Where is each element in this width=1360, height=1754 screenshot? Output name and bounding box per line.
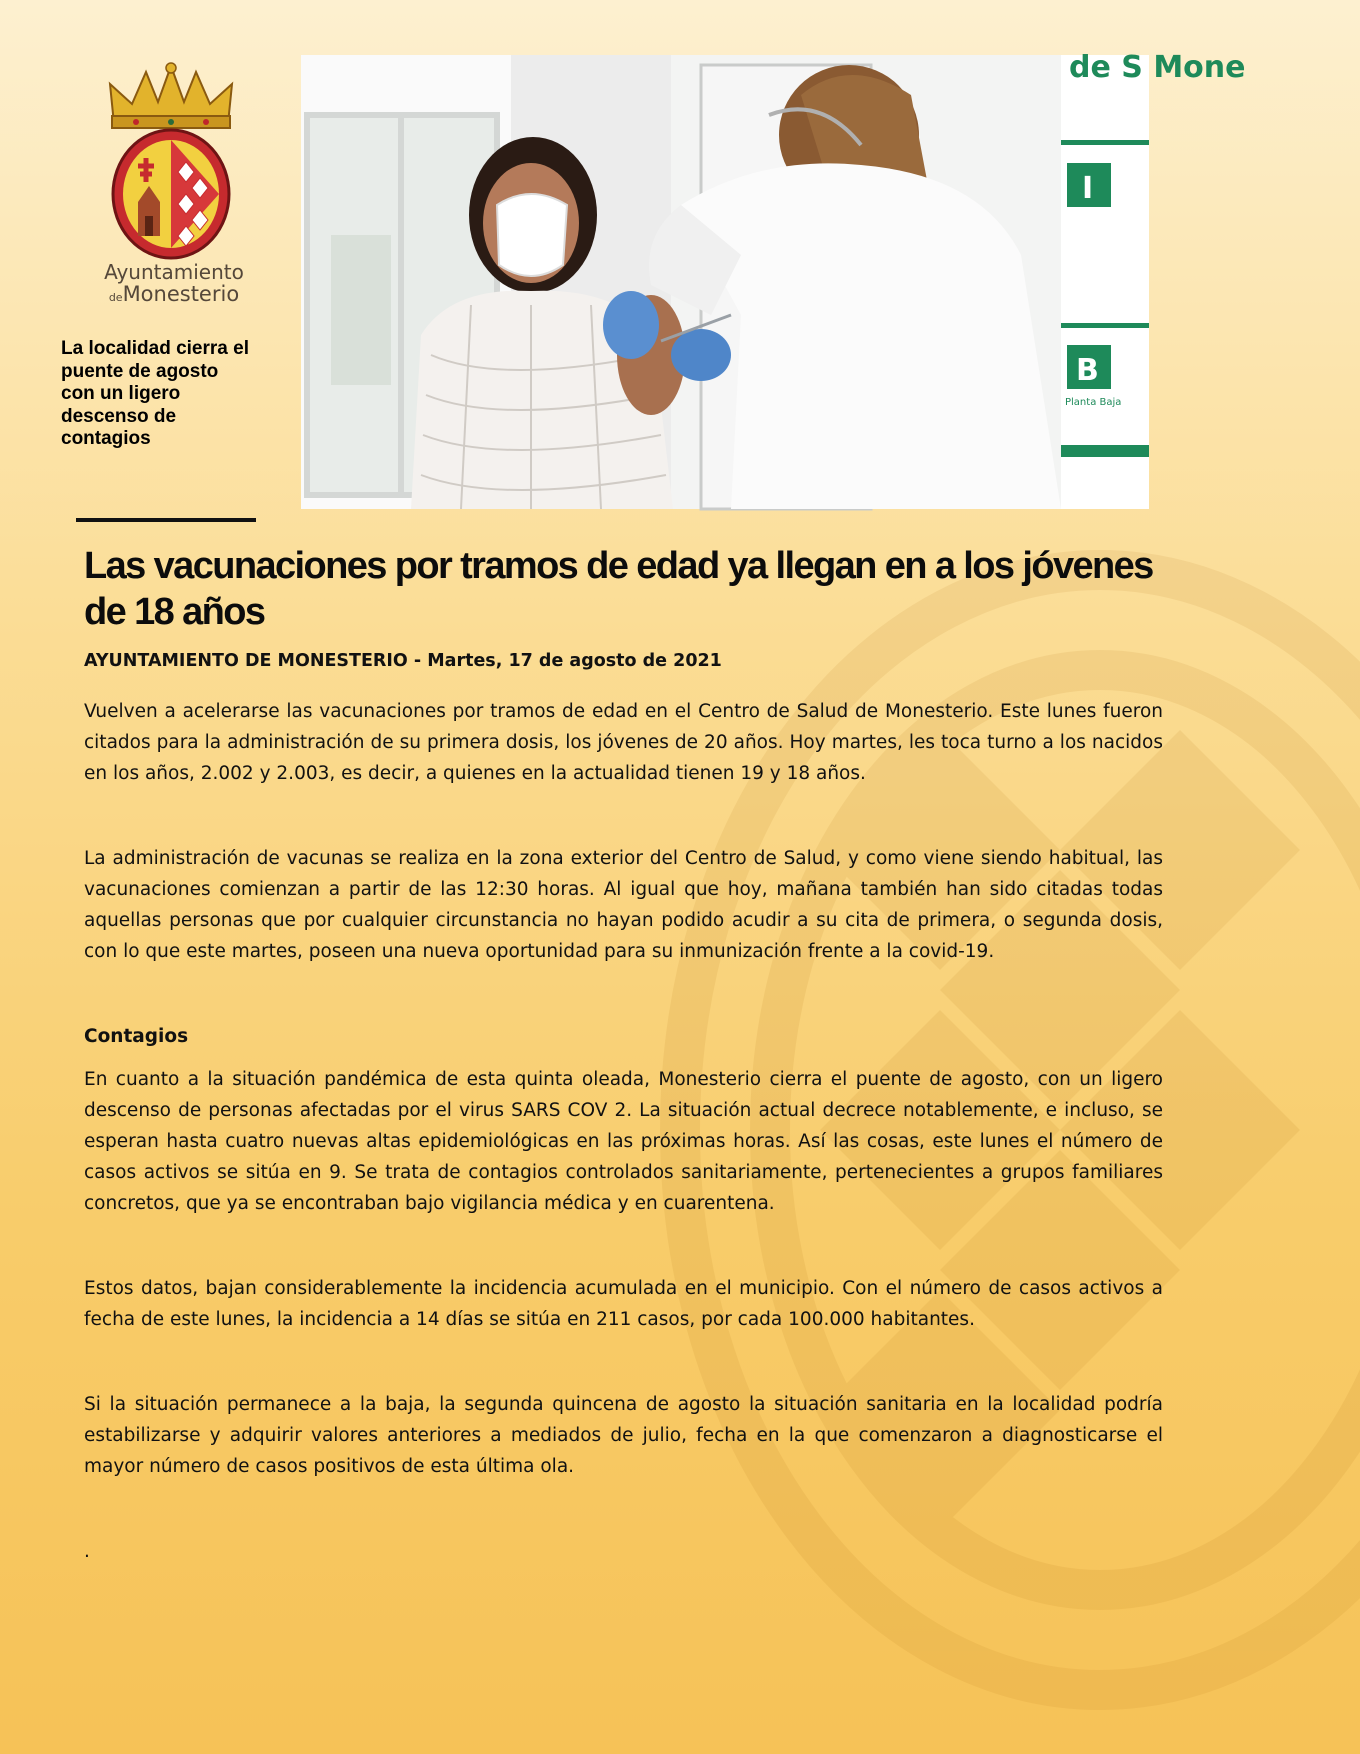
coat-of-arms-logo — [96, 62, 246, 262]
article-paragraph-1: Vuelven a acelerarse las vacunaciones por tramos de edad en el Centro de Salud de Monesterio. Este lunes fueron citados para la administración de su primera dosis, los jóvenes de 20 años. Hoy martes, les toca turno a los nacidos en los años, 2.002 y 2.003, es decir, a quienes en la actualidad tienen 19 y 18 años. — [84, 701, 1163, 784]
sign-letter-1: I — [1082, 171, 1094, 206]
sign-letter-2: B — [1076, 353, 1099, 388]
article-paragraph-2: La administración de vacunas se realiza en la zona exterior del Centro de Salud, y como viene siendo habitual, las vacunaciones comienzan a partir de las 12:30 horas. Al igual que hoy, mañana también han sido citadas todas aquellas personas que por cualquier circunstancia no hayan podido acudir a su cita de primera, o segunda dosis, con lo que este martes, poseen una nueva oportunidad para su inmunización frente a la covid-19. — [84, 848, 1163, 962]
article-subheading: Contagios — [84, 1026, 189, 1047]
article-paragraph-6: . — [84, 1541, 90, 1562]
crown-icon — [110, 63, 232, 128]
logo-wordmark — [84, 262, 264, 305]
logo-line-1: Ayuntamiento — [104, 260, 244, 284]
vaccination-photo — [301, 50, 1246, 509]
logo-line-2-prefix: de — [108, 291, 123, 304]
sign-caption: Planta Baja — [1065, 397, 1122, 408]
article-headline: Las vacunaciones por tramos de edad ya llegan en a los jóvenes de 18 años — [84, 545, 1153, 633]
logo-line-2-name: Monesterio — [122, 282, 240, 306]
sign-text: de S Mone — [1069, 50, 1246, 85]
article-body — [84, 696, 1163, 1621]
article-paragraph-5: Si la situación permanece a la baja, la segunda quincena de agosto la situación sanitaria en la localidad podría estabilizarse y adquirir valores anteriores a mediados de julio, fecha en la que comenzaron a diagnosticarse el mayor número de casos positivos de esta última ola. — [84, 1394, 1163, 1477]
sidebar-divider — [76, 518, 256, 522]
article-paragraph-4: Estos datos, bajan considerablemente la incidencia acumulada en el municipio. Con el número de casos activos a fecha de este lunes, la incidencia a 14 días se sitúa en 211 casos, por cada 100.000 habitantes. — [84, 1278, 1163, 1330]
article-paragraph-3: En cuanto a la situación pandémica de esta quinta oleada, Monesterio cierra el puente de agosto, con un ligero descenso de personas afectadas por el virus SARS COV 2. La situación actual decrece notablemente, e incluso, se esperan hasta cuatro nuevas altas epidemiológicas en las próximas horas. Así las cosas, este lunes el número de casos activos se sitúa en 9. Se trata de contagios controlados sanitariamente, pertenecientes a grupos familiares concretos, que ya se encontraban bajo vigilancia médica y en cuarentena. — [84, 1069, 1163, 1214]
article-byline: AYUNTAMIENTO DE MONESTERIO - Martes, 17 de agosto de 2021 — [84, 651, 722, 671]
sidebar-summary: La localidad cierra el puente de agosto con un ligero descenso de contagios — [61, 338, 249, 449]
logo-line-2 — [84, 284, 264, 305]
